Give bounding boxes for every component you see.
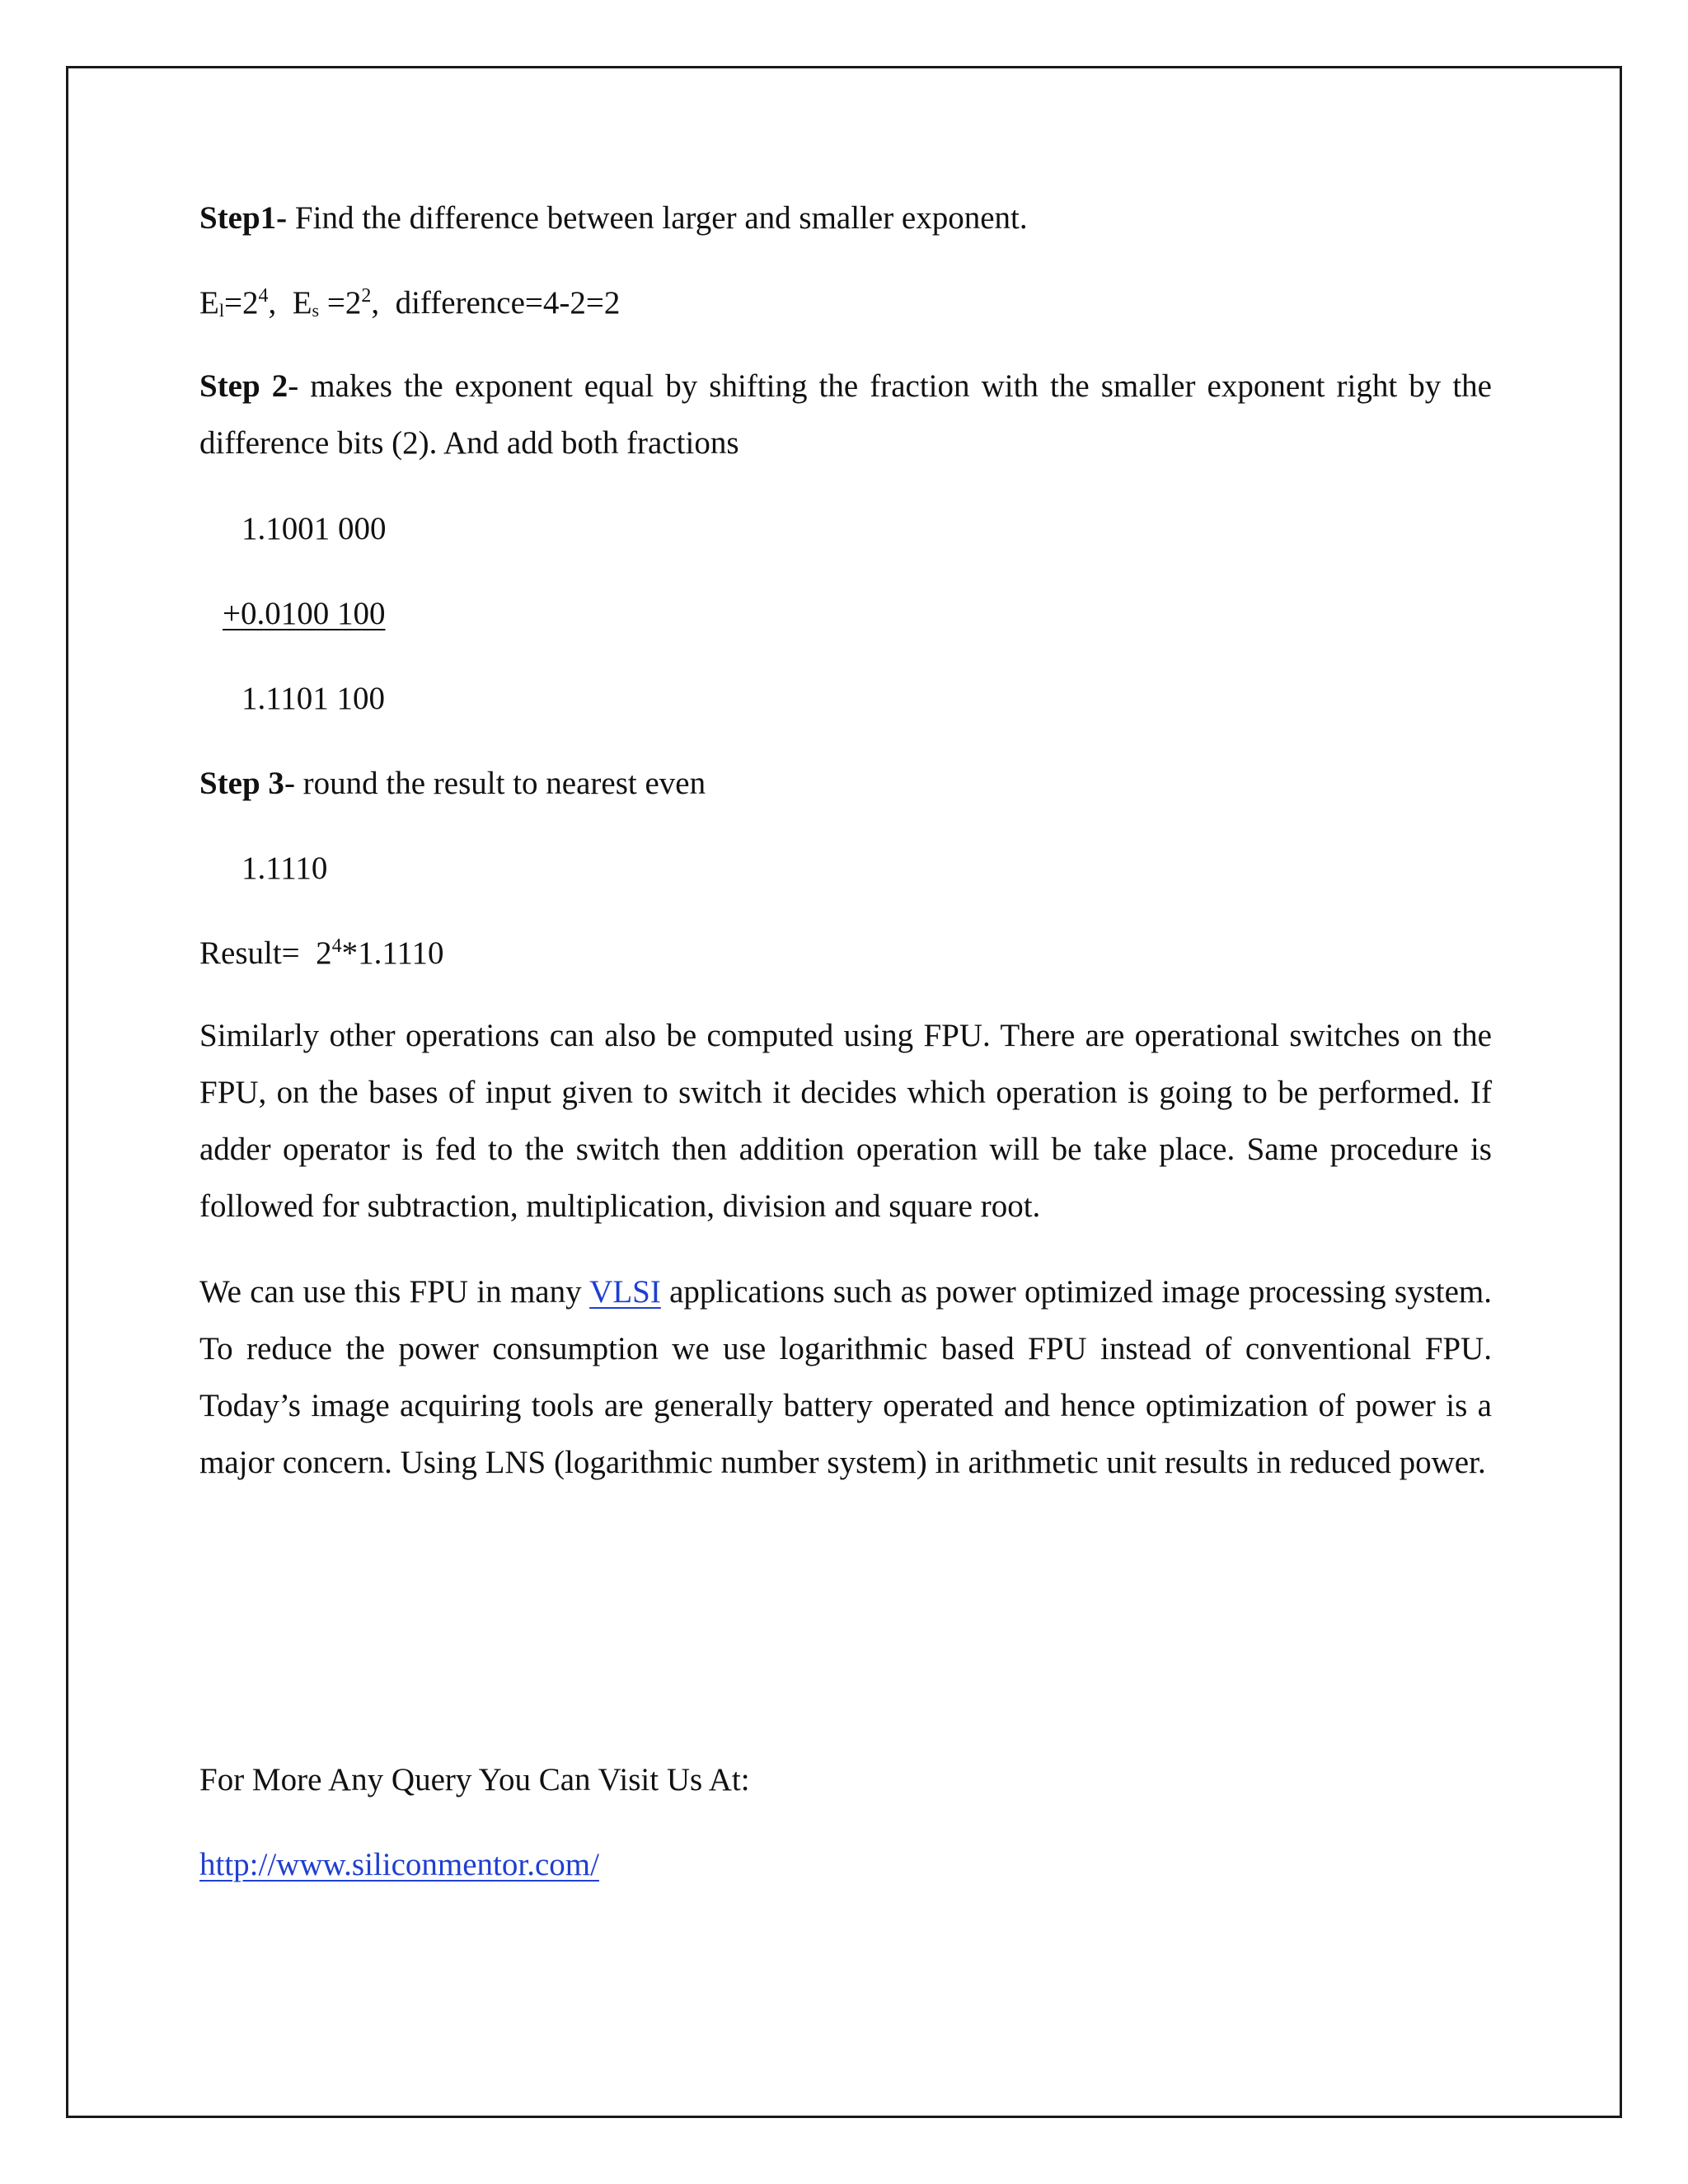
exp-sep: , — [268, 285, 293, 321]
vlsi-paragraph — [199, 1263, 1492, 1491]
vlsi-link[interactable]: VLSI — [589, 1274, 661, 1310]
difference-text: , difference=4-2=2 — [371, 285, 621, 321]
exponent-line — [199, 287, 620, 319]
step3-label: Step 3 — [199, 766, 284, 801]
query-text: For More Any Query You Can Visit Us At: — [199, 1762, 750, 1797]
es-sub: s — [312, 300, 320, 321]
step3-text: - round the result to nearest even — [284, 766, 706, 801]
vlsi-text-after: applications such as power optimized image processing system. To reduce the power consumption we use logarithmic based FPU instead of conventional FPU. Today’s image acquiring tools are generally battery operated and hence optimization of power is a major concern. Using LNS (logarithmic number system) in arithmetic unit results in reduced power. — [199, 1274, 1492, 1480]
es-sup: 2 — [361, 285, 372, 307]
el-sub: l — [218, 300, 224, 321]
es-base: E — [292, 285, 312, 321]
step2-text: - makes the exponent equal by shifting the fraction with the smaller exponent right by the difference bits (2). And add both fractions — [199, 368, 1492, 461]
sum-result: 1.1101 100 — [241, 681, 386, 716]
el-base: E — [199, 285, 219, 321]
siliconmentor-link[interactable]: http://www.siliconmentor.com/ — [199, 1847, 599, 1882]
step1-line — [199, 202, 1028, 234]
step1-text: Find the difference between larger and smaller exponent. — [287, 200, 1028, 236]
result-prefix: Result= 2 — [199, 935, 332, 971]
result-sup: 4 — [331, 935, 342, 957]
operand-2: +0.0100 100 — [223, 596, 386, 631]
el-sup: 4 — [258, 285, 269, 307]
result-line — [199, 937, 444, 969]
rounded-value: 1.1110 — [241, 851, 328, 886]
fpu-paragraph: Similarly other operations can also be computed using FPU. There are operational switches on the FPU, on the bases of input given to switch it decides which operation is going to be performed. If adder operator is fed to the switch then addition operation will be take place. Same procedure is followed for subtraction, multiplication, division and square root. — [199, 1018, 1492, 1224]
result-suffix: *1.1110 — [341, 935, 444, 971]
es-eq: =2 — [319, 285, 362, 321]
el-eq: =2 — [223, 285, 259, 321]
operand-1: 1.1001 000 — [241, 511, 387, 546]
step2-label: Step 2 — [199, 368, 288, 404]
vlsi-text-before: We can use this FPU in many — [199, 1274, 590, 1310]
step1-label: Step1- — [199, 200, 288, 236]
step2-paragraph — [199, 358, 1492, 471]
url-line — [199, 1849, 599, 1881]
step3-line — [199, 767, 706, 799]
